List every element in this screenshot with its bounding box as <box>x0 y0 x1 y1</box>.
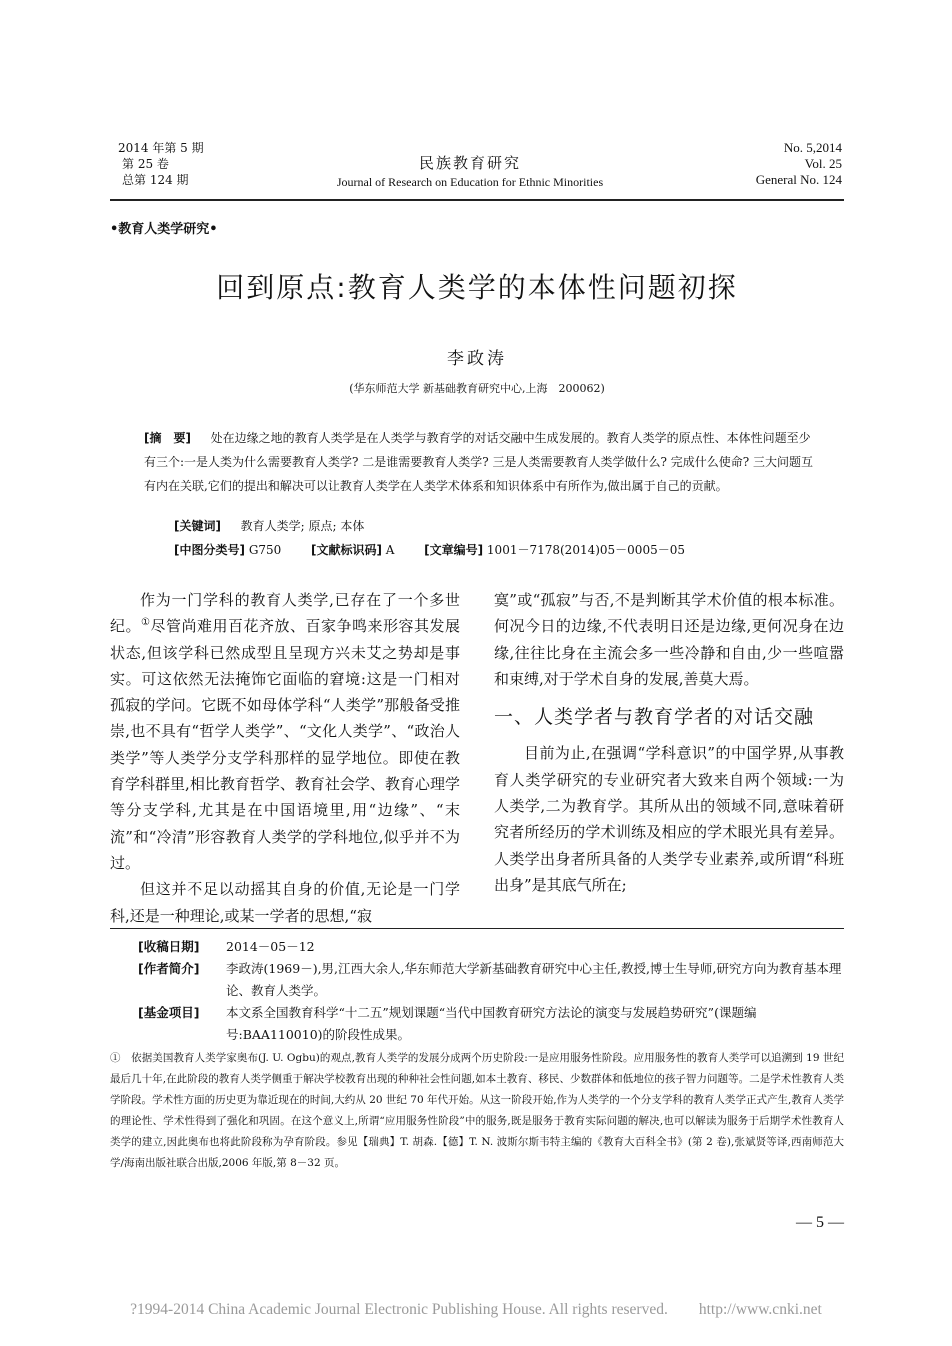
body-paragraph: 目前为止,在强调“学科意识”的中国学界,从事教育人类学研究的专业研究者大致来自两个领域:一为人类学,二为教育学。其所从出的领域不同,意味着研究者所经历的学术训练及相应的学术眼光具有差异。人类学出身者所具备的人类学专业素养,或所谓“科班出身”是其底气所在; <box>494 744 844 894</box>
issue-info-en <box>756 140 842 188</box>
page-number: — 5 — <box>796 1214 844 1231</box>
keywords-label: [关键词] <box>174 519 221 533</box>
author-bio <box>138 958 844 1002</box>
issue-total: 总第 124 期 <box>122 173 189 187</box>
copyright-watermark: ?1994-2014 China Academic Journal Electronic Publishing House. All rights reserved. http://www.cnki.net <box>130 1301 822 1318</box>
article-no-value: 1001－7178(2014)05－0005－05 <box>486 543 685 557</box>
general-no-en: General No. 124 <box>755 172 842 187</box>
body-paragraph: 寞”或“孤寂”与否,不是判断其学术价值的根本标准。何况今日的边缘,不代表明日还是边缘,更何况身在边缘,往往比身在主流会多一些冷静和自由,少一些喧嚣和束缚,对于学术自身的发展,善莫大焉。 <box>494 591 844 688</box>
received-value: 2014－05－12 <box>226 939 315 954</box>
keywords <box>174 514 364 538</box>
article-title: 回到原点:教育人类学的本体性问题初探 <box>216 271 738 304</box>
abstract <box>144 426 816 498</box>
clc-label: [中图分类号] <box>174 543 245 557</box>
header-rule <box>110 199 844 201</box>
received-date <box>138 936 844 958</box>
journal-title-cn: 民族教育研究 <box>418 154 521 172</box>
clc-value: G750 <box>248 543 282 557</box>
abstract-label: [摘 要] <box>144 431 191 445</box>
article-no-label: [文章编号] <box>424 543 484 557</box>
fund-info <box>138 1002 844 1046</box>
footnote-marker: ① <box>141 617 151 629</box>
keywords-text: 教育人类学; 原点; 本体 <box>240 519 365 533</box>
section-tag: •教育人类学研究• <box>110 222 218 237</box>
notes-rule <box>110 928 844 929</box>
body-paragraph: 作为一门学科的教育人类学,已存在了一个多世纪。①尽管尚难用百花齐放、百家争鸣来形容其发展状态,但该学科已然成型且呈现方兴未艾之势却是事实。可这依然无法掩饰它面临的窘境:这是一门相对孤寂的学问。它既不如母体学科“人类学”那般备受推崇,也不具有“哲学人类学”、“文化人类学”、“政治人类学”等人类学分支学科那样的显学地位。即使在教育学科群里,相比教育哲学、教育社会学、教育心理学等分支学科,尤其是在中国语境里,用“边缘”、“末流”和“冷清”形容教育人类学的学科地位,似乎并不为过。 <box>110 591 460 872</box>
journal-title-en: Journal of Research on Education for Ethnic Minorities <box>336 175 604 189</box>
abstract-text: 处在边缘之地的教育人类学是在人类学与教育学的对话交融中生成发展的。教育人类学的原点性、本体性问题至少有三个:一是人类为什么需要教育人类学? 二是谁需要教育人类学? 三是人类需要教育人类学做什么? 完成什么使命? 三大问题互有内在关联,它们的提出和解决可以让教育人类学在人类学术体系和知识体系中有所作为,做出属于自己的贡献。 <box>144 431 814 493</box>
issue-no-en: No. 5,2014 <box>783 140 842 155</box>
volume-en: Vol. 25 <box>804 156 842 171</box>
author-bio-label: [作者简介] <box>138 961 200 976</box>
body-paragraph: 但这并不足以动摇其自身的价值,无论是一门学科,还是一种理论,或某一学者的思想,“寂 <box>110 880 460 925</box>
fund-label: [基金项目] <box>138 1005 200 1020</box>
issue-info <box>118 140 204 188</box>
issue-volume: 第 25 卷 <box>122 157 169 171</box>
body-column-left <box>110 587 460 929</box>
author-affiliation: (华东师范大学 新基础教育研究中心,上海 200062) <box>349 382 605 395</box>
doc-code-label: [文献标识码] <box>310 543 382 557</box>
received-label: [收稿日期] <box>138 939 200 954</box>
body-column-right <box>494 587 844 898</box>
article-notes <box>138 936 844 1046</box>
author-bio-text: 李政涛(1969－),男,江西大余人,华东师范大学新基础教育研究中心主任,教授,博士生导师,研究方向为教育基本理论、教育人类学。 <box>226 961 842 998</box>
author-name: 李政涛 <box>447 349 507 369</box>
section-heading: 一、人类学者与教育学者的对话交融 <box>494 706 815 729</box>
issue-year: 2014 年第 5 期 <box>118 141 204 155</box>
journal-title <box>300 152 640 190</box>
footnote: ① 依据美国教育人类学家奥布(J. U. Ogbu)的观点,教育人类学的发展分成两个历史阶段:一是应用服务性阶段。应用服务性的教育人类学可以追溯到 19 世纪最后几十年,在此阶段的教育人类学侧重于解决学校教育出现的种种社会性问题,如本土教育、移民、少数群体和低地位的孩子智力问题等。二是学术性教育人类学阶段。学术性方面的历史更为靠近现在的时间,大约从 20 世纪 70 年代开始。从这一阶段开始,作为人类学的一个分支学科的教育人类学正式产生,教育人类学的理论性、学术性得到了强化和巩固。在这个意义上,所谓“应用服务性阶段”中的服务,既是服务于教育实际问题的解决,也可以解读为服务于后期学术性教育人类学的建立,因此奥布也将此阶段称为孕育阶段。参见【瑞典】T. 胡森.【德】T. N. 波斯尔斯韦特主编的《教育大百科全书》(第 2 卷),张斌贤等译,西南师范大学/海南出版社联合出版,2006 年版,第 8－32 页。 <box>110 1052 844 1169</box>
doc-code-value: A <box>385 543 395 557</box>
fund-text: 本文系全国教育科学“十二五”规划课题“当代中国教育研究方法论的演变与发展趋势研究”(课题编号:BAA110010)的阶段性成果。 <box>226 1005 757 1042</box>
classification <box>174 538 685 562</box>
